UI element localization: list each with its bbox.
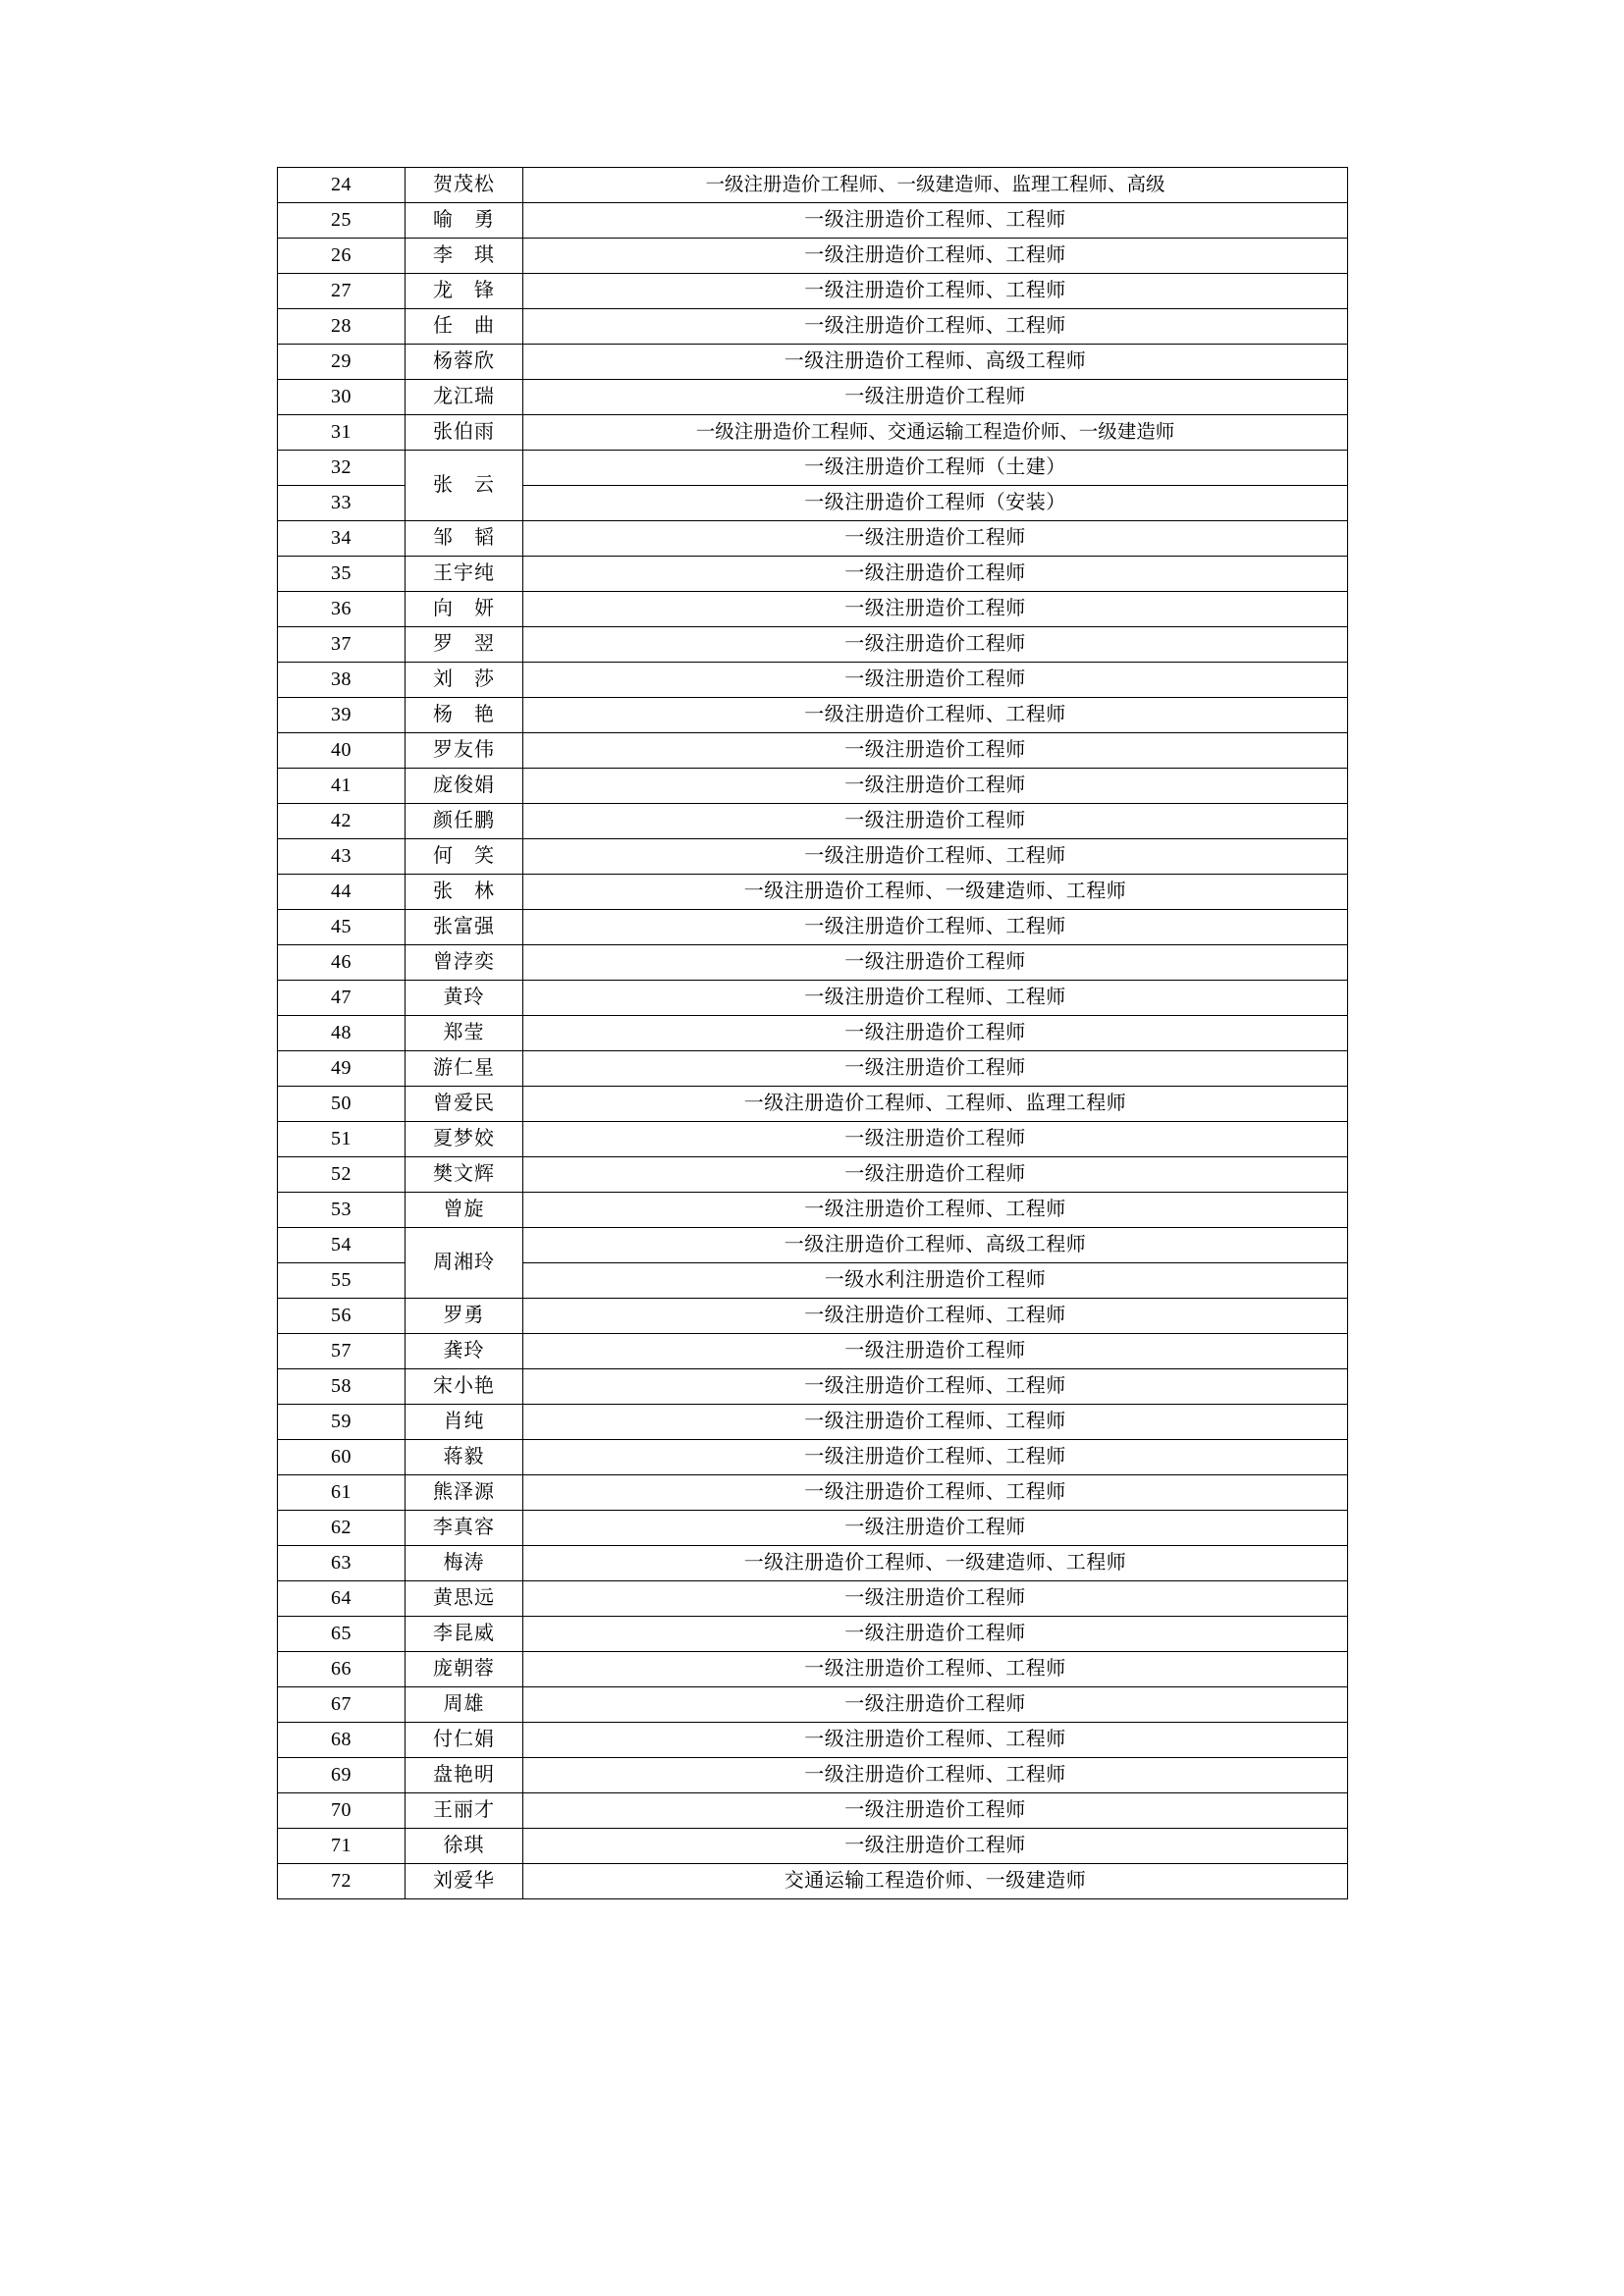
person-name-cell: 徐琪 <box>406 1829 523 1864</box>
person-name-cell: 龙江瑞 <box>406 380 523 415</box>
table-row <box>278 1122 1348 1157</box>
row-index-cell: 25 <box>278 203 406 239</box>
row-index-cell: 44 <box>278 875 406 910</box>
row-index-cell: 51 <box>278 1122 406 1157</box>
person-name-cell: 向 妍 <box>406 592 523 627</box>
person-name-cell: 庞俊娟 <box>406 769 523 804</box>
person-name-cell: 张 林 <box>406 875 523 910</box>
row-index-cell: 54 <box>278 1228 406 1263</box>
person-name-cell: 郑莹 <box>406 1016 523 1051</box>
row-index-cell: 65 <box>278 1617 406 1652</box>
person-name-cell: 曾浡奕 <box>406 945 523 981</box>
table-row <box>278 1723 1348 1758</box>
row-index-cell: 69 <box>278 1758 406 1793</box>
table-row <box>278 981 1348 1016</box>
row-index-cell: 66 <box>278 1652 406 1687</box>
roster-table <box>277 167 1348 1899</box>
certificate-cell: 一级注册造价工程师、工程师 <box>523 203 1348 239</box>
person-name-cell: 盘艳明 <box>406 1758 523 1793</box>
row-index-cell: 32 <box>278 451 406 486</box>
certificate-cell: 一级注册造价工程师、高级工程师 <box>523 345 1348 380</box>
person-name-cell: 罗友伟 <box>406 733 523 769</box>
table-row <box>278 1051 1348 1087</box>
table-row <box>278 1440 1348 1475</box>
table-row <box>278 1228 1348 1263</box>
person-name-cell: 李真容 <box>406 1511 523 1546</box>
table-row <box>278 1652 1348 1687</box>
certificate-cell: 一级注册造价工程师 <box>523 1122 1348 1157</box>
certificate-cell: 一级注册造价工程师 <box>523 1016 1348 1051</box>
person-name-cell: 邹 韬 <box>406 521 523 557</box>
certificate-cell: 一级注册造价工程师、高级工程师 <box>523 1228 1348 1263</box>
certificate-cell: 一级注册造价工程师 <box>523 1617 1348 1652</box>
person-name-cell: 张 云 <box>406 451 523 521</box>
table-row <box>278 1617 1348 1652</box>
row-index-cell: 50 <box>278 1087 406 1122</box>
certificate-cell: 一级注册造价工程师 <box>523 1793 1348 1829</box>
row-index-cell: 68 <box>278 1723 406 1758</box>
person-name-cell: 樊文辉 <box>406 1157 523 1193</box>
table-row <box>278 415 1348 451</box>
table-row <box>278 1157 1348 1193</box>
row-index-cell: 67 <box>278 1687 406 1723</box>
row-index-cell: 70 <box>278 1793 406 1829</box>
table-row <box>278 1087 1348 1122</box>
person-name-cell: 曾爱民 <box>406 1087 523 1122</box>
certificate-cell: 一级注册造价工程师 <box>523 1051 1348 1087</box>
table-row <box>278 345 1348 380</box>
roster-table-wrapper <box>277 167 1347 1899</box>
row-index-cell: 61 <box>278 1475 406 1511</box>
table-row <box>278 663 1348 698</box>
certificate-cell: 一级注册造价工程师 <box>523 380 1348 415</box>
certificate-cell: 一级注册造价工程师 <box>523 733 1348 769</box>
certificate-cell: 一级注册造价工程师、一级建造师、监理工程师、高级 <box>523 168 1348 203</box>
person-name-cell: 贺茂松 <box>406 168 523 203</box>
table-row <box>278 451 1348 486</box>
certificate-cell: 一级注册造价工程师 <box>523 804 1348 839</box>
table-row <box>278 1581 1348 1617</box>
certificate-cell: 一级注册造价工程师 <box>523 663 1348 698</box>
person-name-cell: 喻 勇 <box>406 203 523 239</box>
row-index-cell: 39 <box>278 698 406 733</box>
certificate-cell: 一级注册造价工程师、交通运输工程造价师、一级建造师 <box>523 415 1348 451</box>
person-name-cell: 杨蓉欣 <box>406 345 523 380</box>
person-name-cell: 庞朝蓉 <box>406 1652 523 1687</box>
table-row <box>278 309 1348 345</box>
person-name-cell: 周湘玲 <box>406 1228 523 1299</box>
table-row <box>278 274 1348 309</box>
person-name-cell: 刘 莎 <box>406 663 523 698</box>
person-name-cell: 何 笑 <box>406 839 523 875</box>
person-name-cell: 熊泽源 <box>406 1475 523 1511</box>
certificate-cell: 一级注册造价工程师、工程师 <box>523 1193 1348 1228</box>
table-row <box>278 203 1348 239</box>
table-row <box>278 733 1348 769</box>
person-name-cell: 宋小艳 <box>406 1369 523 1405</box>
table-row <box>278 1405 1348 1440</box>
table-row <box>278 557 1348 592</box>
row-index-cell: 63 <box>278 1546 406 1581</box>
row-index-cell: 49 <box>278 1051 406 1087</box>
row-index-cell: 33 <box>278 486 406 521</box>
table-row <box>278 1511 1348 1546</box>
person-name-cell: 罗勇 <box>406 1299 523 1334</box>
certificate-cell: 交通运输工程造价师、一级建造师 <box>523 1864 1348 1899</box>
certificate-cell: 一级注册造价工程师 <box>523 1511 1348 1546</box>
certificate-cell: 一级注册造价工程师、工程师 <box>523 698 1348 733</box>
certificate-cell: 一级注册造价工程师 <box>523 945 1348 981</box>
table-row <box>278 910 1348 945</box>
table-row <box>278 875 1348 910</box>
person-name-cell: 任 曲 <box>406 309 523 345</box>
person-name-cell: 刘爱华 <box>406 1864 523 1899</box>
table-row <box>278 1687 1348 1723</box>
row-index-cell: 38 <box>278 663 406 698</box>
person-name-cell: 王丽才 <box>406 1793 523 1829</box>
person-name-cell: 梅涛 <box>406 1546 523 1581</box>
row-index-cell: 29 <box>278 345 406 380</box>
table-row <box>278 1758 1348 1793</box>
person-name-cell: 夏梦姣 <box>406 1122 523 1157</box>
person-name-cell: 罗 翌 <box>406 627 523 663</box>
certificate-cell: 一级注册造价工程师 <box>523 627 1348 663</box>
table-row <box>278 1864 1348 1899</box>
row-index-cell: 62 <box>278 1511 406 1546</box>
certificate-cell: 一级注册造价工程师、工程师 <box>523 1440 1348 1475</box>
row-index-cell: 55 <box>278 1263 406 1299</box>
certificate-cell: 一级注册造价工程师、工程师 <box>523 1758 1348 1793</box>
row-index-cell: 28 <box>278 309 406 345</box>
certificate-cell: 一级注册造价工程师 <box>523 592 1348 627</box>
row-index-cell: 53 <box>278 1193 406 1228</box>
certificate-cell: 一级注册造价工程师 <box>523 1581 1348 1617</box>
table-row <box>278 839 1348 875</box>
table-row <box>278 1546 1348 1581</box>
table-row <box>278 627 1348 663</box>
person-name-cell: 游仁星 <box>406 1051 523 1087</box>
row-index-cell: 60 <box>278 1440 406 1475</box>
table-row <box>278 168 1348 203</box>
row-index-cell: 71 <box>278 1829 406 1864</box>
table-row <box>278 1829 1348 1864</box>
certificate-cell: 一级注册造价工程师、工程师 <box>523 839 1348 875</box>
certificate-cell: 一级注册造价工程师 <box>523 1829 1348 1864</box>
row-index-cell: 37 <box>278 627 406 663</box>
person-name-cell: 张伯雨 <box>406 415 523 451</box>
person-name-cell: 蒋毅 <box>406 1440 523 1475</box>
certificate-cell: 一级注册造价工程师、一级建造师、工程师 <box>523 1546 1348 1581</box>
table-row <box>278 804 1348 839</box>
person-name-cell: 杨 艳 <box>406 698 523 733</box>
person-name-cell: 周雄 <box>406 1687 523 1723</box>
person-name-cell: 曾旋 <box>406 1193 523 1228</box>
row-index-cell: 57 <box>278 1334 406 1369</box>
table-row <box>278 380 1348 415</box>
table-row <box>278 1334 1348 1369</box>
row-index-cell: 36 <box>278 592 406 627</box>
row-index-cell: 48 <box>278 1016 406 1051</box>
row-index-cell: 31 <box>278 415 406 451</box>
certificate-cell: 一级注册造价工程师 <box>523 521 1348 557</box>
row-index-cell: 42 <box>278 804 406 839</box>
row-index-cell: 64 <box>278 1581 406 1617</box>
table-row <box>278 1369 1348 1405</box>
row-index-cell: 35 <box>278 557 406 592</box>
certificate-cell: 一级注册造价工程师、工程师 <box>523 981 1348 1016</box>
person-name-cell: 张富强 <box>406 910 523 945</box>
table-row <box>278 1016 1348 1051</box>
person-name-cell: 龚玲 <box>406 1334 523 1369</box>
table-row <box>278 1475 1348 1511</box>
table-row <box>278 592 1348 627</box>
certificate-cell: 一级注册造价工程师、工程师、监理工程师 <box>523 1087 1348 1122</box>
person-name-cell: 黄思远 <box>406 1581 523 1617</box>
certificate-cell: 一级注册造价工程师 <box>523 1334 1348 1369</box>
person-name-cell: 李昆威 <box>406 1617 523 1652</box>
table-row <box>278 239 1348 274</box>
row-index-cell: 52 <box>278 1157 406 1193</box>
certificate-cell: 一级注册造价工程师 <box>523 1157 1348 1193</box>
table-row <box>278 1793 1348 1829</box>
certificate-cell: 一级注册造价工程师、工程师 <box>523 1405 1348 1440</box>
certificate-cell: 一级注册造价工程师、工程师 <box>523 1652 1348 1687</box>
row-index-cell: 43 <box>278 839 406 875</box>
person-name-cell: 王宇纯 <box>406 557 523 592</box>
row-index-cell: 59 <box>278 1405 406 1440</box>
roster-table-body <box>278 168 1348 1899</box>
row-index-cell: 72 <box>278 1864 406 1899</box>
person-name-cell: 颜任鹏 <box>406 804 523 839</box>
certificate-cell: 一级注册造价工程师 <box>523 769 1348 804</box>
certificate-cell: 一级注册造价工程师 <box>523 557 1348 592</box>
table-row <box>278 698 1348 733</box>
row-index-cell: 24 <box>278 168 406 203</box>
certificate-cell: 一级注册造价工程师、工程师 <box>523 274 1348 309</box>
person-name-cell: 肖纯 <box>406 1405 523 1440</box>
row-index-cell: 58 <box>278 1369 406 1405</box>
row-index-cell: 46 <box>278 945 406 981</box>
row-index-cell: 30 <box>278 380 406 415</box>
certificate-cell: 一级注册造价工程师、工程师 <box>523 1299 1348 1334</box>
person-name-cell: 李 琪 <box>406 239 523 274</box>
table-row <box>278 945 1348 981</box>
row-index-cell: 45 <box>278 910 406 945</box>
row-index-cell: 26 <box>278 239 406 274</box>
row-index-cell: 41 <box>278 769 406 804</box>
table-row <box>278 1299 1348 1334</box>
certificate-cell: 一级注册造价工程师（土建） <box>523 451 1348 486</box>
certificate-cell: 一级注册造价工程师、工程师 <box>523 1475 1348 1511</box>
certificate-cell: 一级注册造价工程师、工程师 <box>523 239 1348 274</box>
table-row <box>278 769 1348 804</box>
certificate-cell: 一级注册造价工程师、工程师 <box>523 1369 1348 1405</box>
certificate-cell: 一级注册造价工程师、工程师 <box>523 1723 1348 1758</box>
table-row <box>278 1193 1348 1228</box>
person-name-cell: 黄玲 <box>406 981 523 1016</box>
row-index-cell: 47 <box>278 981 406 1016</box>
row-index-cell: 34 <box>278 521 406 557</box>
table-row <box>278 521 1348 557</box>
certificate-cell: 一级水利注册造价工程师 <box>523 1263 1348 1299</box>
row-index-cell: 27 <box>278 274 406 309</box>
certificate-cell: 一级注册造价工程师 <box>523 1687 1348 1723</box>
row-index-cell: 56 <box>278 1299 406 1334</box>
person-name-cell: 龙 锋 <box>406 274 523 309</box>
certificate-cell: 一级注册造价工程师、一级建造师、工程师 <box>523 875 1348 910</box>
person-name-cell: 付仁娟 <box>406 1723 523 1758</box>
certificate-cell: 一级注册造价工程师、工程师 <box>523 309 1348 345</box>
certificate-cell: 一级注册造价工程师（安装） <box>523 486 1348 521</box>
certificate-cell: 一级注册造价工程师、工程师 <box>523 910 1348 945</box>
row-index-cell: 40 <box>278 733 406 769</box>
